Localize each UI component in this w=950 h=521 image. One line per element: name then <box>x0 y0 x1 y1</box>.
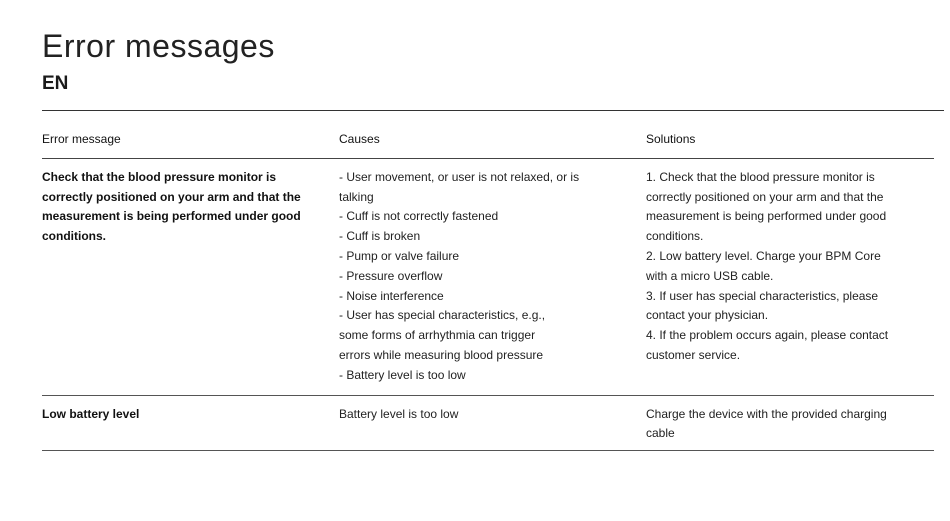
solution-line: 4. If the problem occurs again, please contact <box>646 328 889 343</box>
cause-line: - Pressure overflow <box>339 268 443 283</box>
solution-line: 1. Check that the blood pressure monitor is <box>646 169 875 184</box>
cause-line: errors while measuring blood pressure <box>339 347 544 362</box>
cause-line: - Cuff is broken <box>339 229 421 244</box>
cause-line: some forms of arrhythmia can trigger <box>339 328 536 343</box>
solution-line: contact your physician. <box>646 308 769 323</box>
table-row <box>42 159 934 396</box>
error-line: Low battery level <box>42 406 140 421</box>
cause-line: - Pump or valve failure <box>339 248 460 263</box>
cause-line: - User movement, or user is not relaxed, or is <box>339 169 580 184</box>
table-header-row <box>42 111 934 159</box>
solution-line: with a micro USB cable. <box>646 268 774 283</box>
header-causes: Causes <box>339 132 380 146</box>
error-line: correctly positioned on your arm and that the <box>42 189 301 204</box>
error-line: conditions. <box>42 229 106 244</box>
solution-line: customer service. <box>646 347 741 362</box>
causes-cell <box>339 159 646 395</box>
header-solutions: Solutions <box>646 132 696 146</box>
solutions-cell <box>646 396 934 451</box>
table-row <box>42 396 934 452</box>
solution-line: measurement is being performed under good <box>646 209 887 224</box>
solutions-cell <box>646 159 934 395</box>
cause-line: - User has special characteristics, e.g., <box>339 308 546 323</box>
causes-cell <box>339 396 646 451</box>
cause-line: - Noise interference <box>339 288 444 303</box>
solution-line: Charge the device with the provided charging <box>646 406 887 421</box>
solution-line: conditions. <box>646 229 704 244</box>
cause-line: talking <box>339 189 374 204</box>
error-line: Check that the blood pressure monitor is <box>42 169 277 184</box>
cause-line: Battery level is too low <box>339 406 459 421</box>
solution-line: correctly positioned on your arm and that the <box>646 189 884 204</box>
error-messages-table <box>42 111 934 451</box>
cause-line: - Cuff is not correctly fastened <box>339 209 499 224</box>
solution-line: 3. If user has special characteristics, please <box>646 288 879 303</box>
solution-line: 2. Low battery level. Charge your BPM Core <box>646 248 881 263</box>
error-message-cell <box>42 396 339 451</box>
header-error-message: Error message <box>42 132 121 146</box>
error-line: measurement is being performed under good <box>42 209 301 224</box>
language-code: EN <box>42 73 69 94</box>
cause-line: - Battery level is too low <box>339 367 466 382</box>
solution-line: cable <box>646 426 675 441</box>
page-title: Error messages <box>42 28 275 64</box>
error-message-cell <box>42 159 339 395</box>
